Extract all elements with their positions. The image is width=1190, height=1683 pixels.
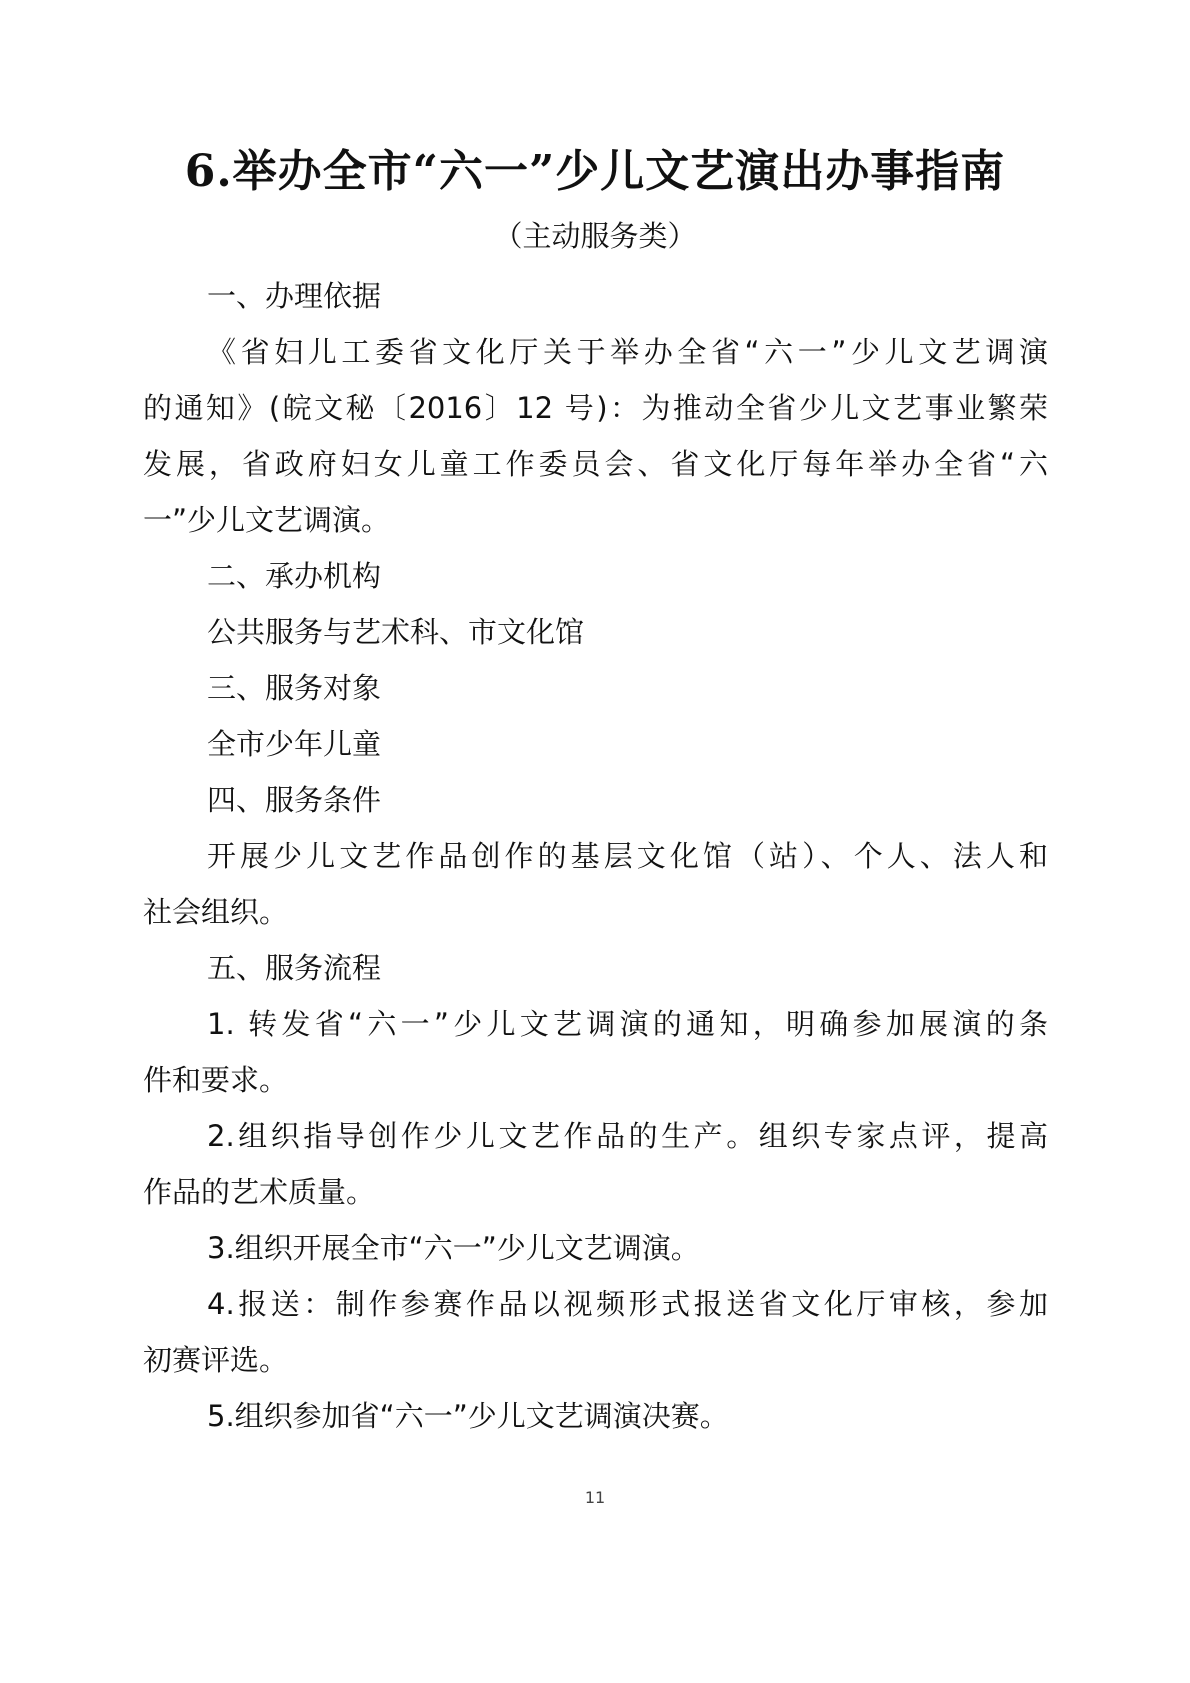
document-body	[143, 268, 1048, 1444]
paragraph-line: 公共服务与艺术科、市文化馆	[207, 615, 585, 649]
section-heading-organizer: 二、承办机构	[207, 559, 382, 593]
paragraph-line: 开展少儿文艺作品创作的基层文化馆（站）、个人、法人和	[207, 839, 1048, 873]
process-step-3: 3.组织开展全市“六一”少儿文艺调演。	[207, 1231, 700, 1265]
section-heading-conditions: 四、服务条件	[207, 783, 382, 817]
paragraph-line: 全市少年儿童	[207, 727, 382, 761]
paragraph-line: 件和要求。	[143, 1063, 289, 1097]
process-step-2: 2.组织指导创作少儿文艺作品的生产。组织专家点评，提高	[207, 1119, 1048, 1153]
paragraph-line: 一”少儿文艺调演。	[143, 503, 391, 537]
page-number: 11	[584, 1488, 606, 1507]
process-step-1: 1. 转发省“六一”少儿文艺调演的通知，明确参加展演的条	[207, 1007, 1048, 1041]
paragraph-line: 作品的艺术质量。	[143, 1175, 376, 1209]
page-title: 6.举办全市“六一”少儿文艺演出办事指南	[184, 146, 1006, 197]
section-heading-basis: 一、办理依据	[207, 279, 382, 313]
section-heading-target: 三、服务对象	[207, 671, 382, 705]
process-step-4: 4.报送：制作参赛作品以视频形式报送省文化厅审核，参加	[207, 1287, 1048, 1321]
page-subtitle: （主动服务类）	[493, 219, 697, 253]
paragraph-line: 的通知》(皖文秘〔2016〕12 号)：为推动全省少儿文艺事业繁荣	[143, 391, 1048, 425]
section-heading-process: 五、服务流程	[207, 951, 382, 985]
paragraph-line: 发展，省政府妇女儿童工作委员会、省文化厅每年举办全省“六	[143, 447, 1048, 481]
paragraph-line: 初赛评选。	[143, 1343, 289, 1377]
paragraph-line: 社会组织。	[143, 895, 289, 929]
paragraph-line: 《省妇儿工委省文化厅关于举办全省“六一”少儿文艺调演	[207, 335, 1048, 369]
process-step-5: 5.组织参加省“六一”少儿文艺调演决赛。	[207, 1399, 729, 1433]
